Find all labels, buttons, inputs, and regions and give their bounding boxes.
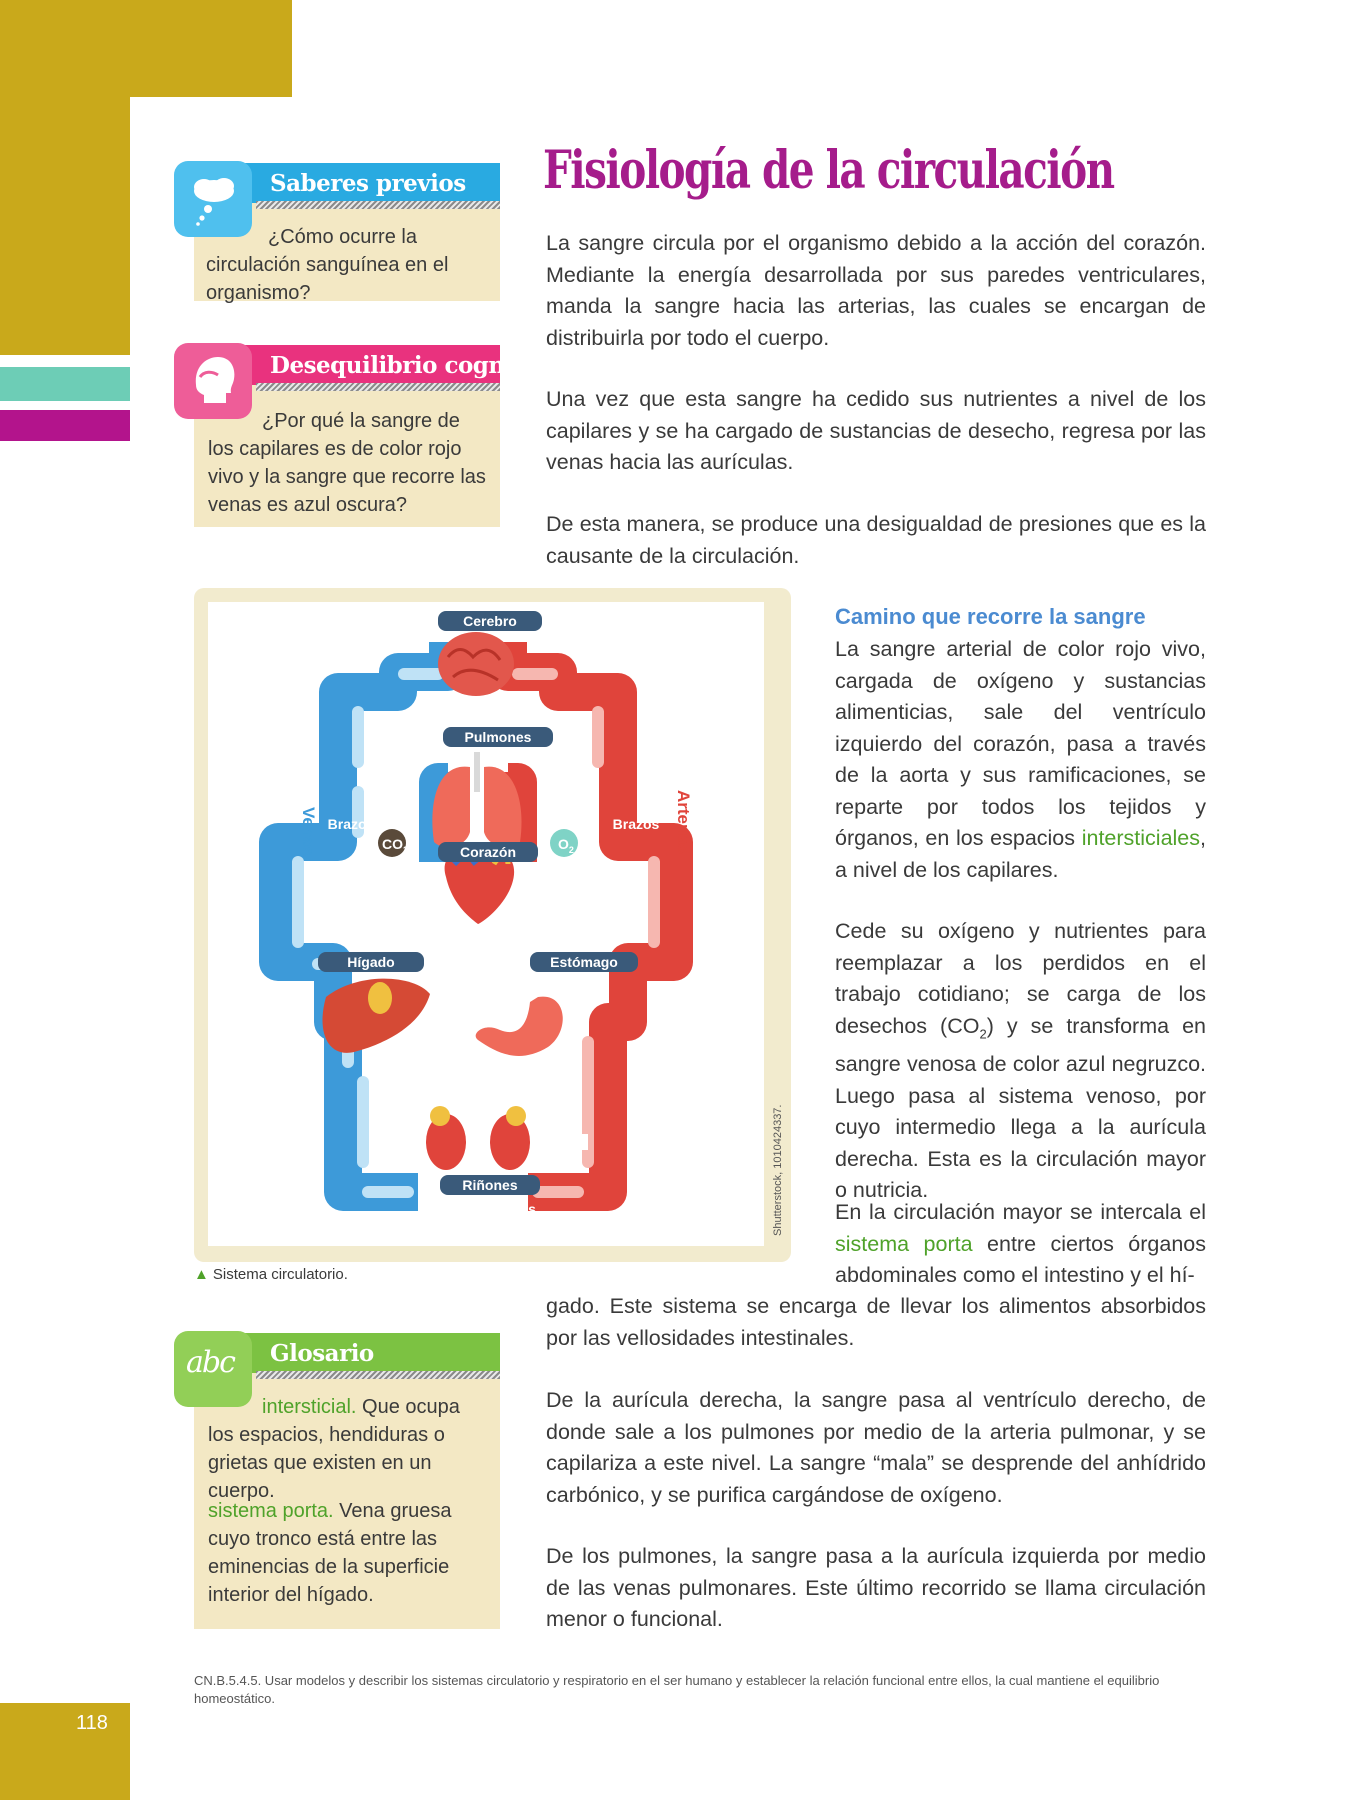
- o2-label: $O_2$: [558, 836, 574, 855]
- glossary-entry-intersticial: [208, 1393, 488, 1505]
- saberes-previos-question: ¿Cómo ocurre la circulación sanguínea en el organismo?: [206, 226, 449, 304]
- label-arterias: Arterias: [674, 790, 693, 855]
- paragraph-sistema-porta-cont: gado. Este sistema se encarga de llevar los alimentos absorbidos por las vellosidades intestinales.: [546, 1294, 1206, 1350]
- desequilibrio-cognitivo-title: Desequilibrio cognitivo: [270, 352, 559, 379]
- magenta-stripe: [0, 410, 130, 441]
- co2-label: $CO_2$: [382, 836, 409, 855]
- term-sistema-porta: sistema porta: [835, 1231, 973, 1256]
- saberes-previos-title: Saberes previos: [270, 170, 466, 197]
- label-extremidades-2: inferiores: [458, 1219, 522, 1235]
- paragraph-pulmonary-circulation: De los pulmones, la sangre pasa a la aurícula izquierda por medio de las venas pulmonares. Este último recorrido se llama circulación menor o funcional.: [546, 1544, 1206, 1631]
- paragraph-right-atrium: De la aurícula derecha, la sangre pasa al ventrículo derecho, de donde sale a los pulmones por medio de la arteria pulmonar, y se capilariza a este nivel. La sangre “mala” se desprende del anhídrido carbónico, y se purifica cargándose de oxígeno.: [546, 1388, 1206, 1507]
- label-venas: Venas: [299, 807, 318, 857]
- desequilibrio-cognitivo-question: ¿Por qué la sangre de los capilares es de color rojo vivo y la sangre que recorre las venas es azul oscura?: [208, 410, 486, 516]
- label-rinones: Riñones: [462, 1177, 518, 1193]
- glosario-title: Glosario: [270, 1340, 374, 1367]
- glossary-entry-sistema-porta: [208, 1497, 488, 1609]
- page-number: 118: [76, 1712, 108, 1734]
- liver-organ: [322, 979, 430, 1053]
- glossary-term: intersticial.: [262, 1396, 357, 1418]
- label-corazon: Corazón: [460, 844, 516, 860]
- page-number-tab: [0, 1703, 130, 1800]
- label-extremidades-1: Extremidades: [444, 1201, 536, 1217]
- glosario-box: [186, 1333, 500, 1629]
- glossary-definition: Que ocupa los espacios, hendiduras o grietas que existen en un cuerpo.: [208, 1396, 460, 1502]
- circulatory-system-figure: [194, 588, 791, 1262]
- triangle-marker-icon: ▲: [194, 1266, 209, 1283]
- paragraph-capillaries: Una vez que esta sangre ha cedido sus nutrientes a nivel de los capilares y se ha cargado de sustancias de desecho, regresa por las venas hacia las aurículas.: [546, 387, 1206, 474]
- intro-paragraph: La sangre circula por el organismo debido a la acción del corazón. Mediante la energía desarrollada por sus paredes ventriculares, manda la sangre hacia las arterias, las cuales se encargan de distribuirla por todo el cuerpo.: [546, 231, 1206, 350]
- label-cerebro: Cerebro: [463, 613, 517, 629]
- paragraph-sistema-porta: En la circulación mayor se intercala el sistema porta entre ciertos órganos abdominales como el intestino y el hí-: [835, 1200, 1206, 1287]
- saberes-previos-box: [194, 163, 500, 304]
- label-brazos-left: Brazos: [327, 816, 375, 832]
- gold-margin-band: [0, 0, 130, 355]
- paragraph-arterial-blood: La sangre arterial de color rojo vivo, cargada de oxígeno y sustancias alimenticias, sale del ventrículo izquierdo del corazón, pasa a través de la aorta y sus ramificaciones, se reparte por todos los tejidos y órganos, en los espacios intersticiales, a nivel de los capilares.: [835, 637, 1206, 882]
- abc-letters-icon: abc: [174, 1331, 252, 1407]
- page-title: Fisiología de la circulación: [543, 140, 1114, 201]
- label-higado: Hígado: [347, 954, 395, 970]
- brain-organ: [438, 632, 514, 696]
- glossary-term: sistema porta.: [208, 1500, 334, 1522]
- label-estomago: Estómago: [550, 954, 618, 970]
- circulatory-diagram: [208, 602, 764, 1246]
- paragraph-pressure: De esta manera, se produce una desigualdad de presiones que es la causante de la circulación.: [546, 512, 1206, 568]
- curriculum-footnote: CN.B.5.4.5. Usar modelos y describir los sistemas circulatorio y respiratorio en el ser humano y establecer la relación funcional entre ellos, la cual mantiene el equilibrio homeostático.: [194, 1673, 1160, 1706]
- desequilibrio-cognitivo-box: [194, 345, 559, 527]
- circulation-diagram-svg: [208, 602, 764, 1246]
- label-brazos-right: Brazos: [612, 816, 660, 832]
- teal-stripe: [0, 367, 130, 401]
- section-heading: Camino que recorre la sangre: [835, 604, 1146, 629]
- term-intersticiales: intersticiales: [1081, 826, 1201, 850]
- stomach-organ: [476, 997, 563, 1056]
- figure-caption: ▲ Sistema circulatorio.: [194, 1266, 348, 1283]
- glossary-definition: Vena gruesa cuyo tronco está entre las eminencias de la superficie interior del hígado.: [208, 1500, 452, 1606]
- image-credit: Shutterstock, 1010424337.: [772, 1104, 784, 1236]
- label-pulmones: Pulmones: [464, 729, 532, 745]
- paragraph-venous-blood: Cede su oxígeno y nutrientes para reemplazar a los perdidos en el trabajo cotidiano; se carga de los desechos $(CO_2)$ y se transforma en sangre venosa de color azul negruzco. Luego pasa al sistema venoso, por cuyo intermedio llega a la aurícula derecha. Esta es la circulación mayor o nutricia.: [835, 919, 1206, 1203]
